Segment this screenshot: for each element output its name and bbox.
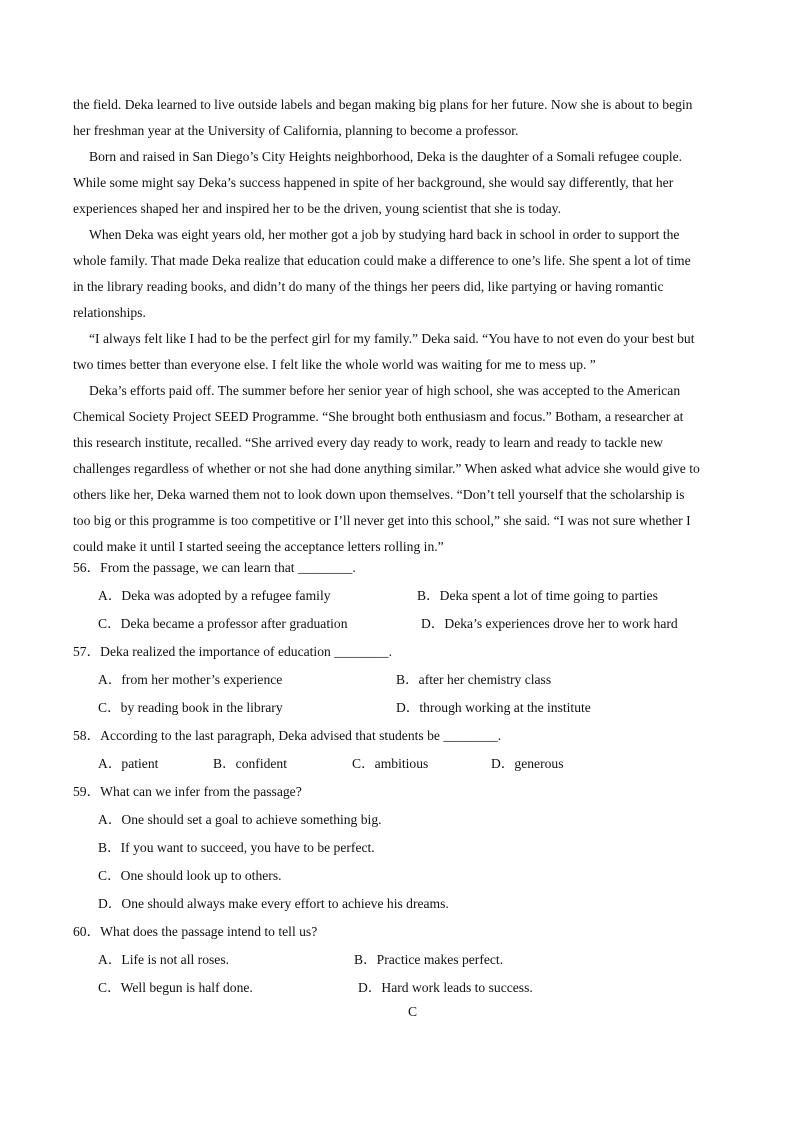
passage-line: While some might say Deka’s success happened in spite of her background, she would say differently, that her — [73, 175, 674, 190]
question-56-stem: 56．From the passage, we can learn that ________. — [73, 560, 356, 575]
passage-paragraph-3 — [73, 222, 733, 326]
footer-letter: C — [408, 1004, 418, 1019]
question-58-option-d: D．generous — [491, 756, 564, 771]
passage-line: When Deka was eight years old, her mother got a job by studying hard back in school in order to support the — [89, 227, 680, 242]
question-57-option-d: D．through working at the institute — [396, 700, 591, 715]
passage-line: two times better than everyone else. I felt like the whole world was waiting for me to mess up. ” — [73, 357, 596, 372]
question-59-option-a: A．One should set a goal to achieve something big. — [98, 812, 382, 827]
passage-line: this research institute, recalled. “She arrived every day ready to work, ready to learn and ready to tackle new — [73, 435, 663, 450]
question-58-stem: 58．According to the last paragraph, Deka advised that students be ________. — [73, 728, 502, 743]
question-56-option-a: A．Deka was adopted by a refugee family — [98, 588, 331, 603]
passage-paragraph-5 — [73, 378, 733, 560]
question-58-option-c: C．ambitious — [352, 756, 429, 771]
passage-line: too big or this programme is too competitive or I’ll never get into this school,” she said. “I was not sure whether I — [73, 513, 691, 528]
question-56-option-c: C．Deka became a professor after graduation — [98, 616, 348, 631]
question-59-stem: 59．What can we infer from the passage? — [73, 784, 302, 799]
question-57-option-b: B．after her chemistry class — [396, 672, 552, 687]
question-57-option-c: C．by reading book in the library — [98, 700, 283, 715]
passage-line: others like her, Deka warned them not to look down upon themselves. “Don’t tell yourself that the scholarship is — [73, 487, 685, 502]
passage-paragraph-4 — [73, 326, 733, 378]
question-59-option-c: C．One should look up to others. — [98, 868, 282, 883]
question-59-option-b: B．If you want to succeed, you have to be perfect. — [98, 840, 375, 855]
question-60-option-a: A．Life is not all roses. — [98, 952, 230, 967]
passage-line: her freshman year at the University of California, planning to become a professor. — [73, 123, 519, 138]
question-58-option-a: A．patient — [98, 756, 159, 771]
passage-line: in the library reading books, and didn’t do many of the things her peers did, like partying or having romantic — [73, 279, 664, 294]
passage-line: challenges regardless of whether or not she had done anything similar.” When asked what advice she would give to — [73, 461, 700, 476]
question-56-option-d: D．Deka’s experiences drove her to work hard — [421, 616, 678, 631]
question-58-option-b: B．confident — [213, 756, 287, 771]
question-57-option-a: A．from her mother’s experience — [98, 672, 283, 687]
passage-line: experiences shaped her and inspired her to be the driven, young scientist that she is today. — [73, 201, 561, 216]
passage-line: Deka’s efforts paid off. The summer before her senior year of high school, she was accepted to the American — [89, 383, 681, 398]
passage-paragraph-1 — [73, 92, 733, 144]
passage-paragraph-2 — [73, 144, 733, 222]
question-59-option-d: D．One should always make every effort to achieve his dreams. — [98, 896, 449, 911]
question-56-option-b: B．Deka spent a lot of time going to parties — [417, 588, 658, 603]
passage-line: whole family. That made Deka realize that education could make a difference to one’s life. She spent a lot of time — [73, 253, 691, 268]
passage-line: Chemical Society Project SEED Programme. “She brought both enthusiasm and focus.” Botham, a researcher at — [73, 409, 684, 424]
passage-line: “I always felt like I had to be the perfect girl for my family.” Deka said. “You have to not even do your best but — [89, 331, 695, 346]
question-60-option-b: B．Practice makes perfect. — [354, 952, 504, 967]
question-57-stem: 57．Deka realized the importance of education ________. — [73, 644, 392, 659]
question-60-option-c: C．Well begun is half done. — [98, 980, 253, 995]
question-60-option-d: D．Hard work leads to success. — [358, 980, 533, 995]
passage-line: could make it until I started seeing the acceptance letters rolling in.” — [73, 539, 444, 554]
passage-line: Born and raised in San Diego’s City Heights neighborhood, Deka is the daughter of a Somali refugee couple. — [89, 149, 683, 164]
question-60-stem: 60．What does the passage intend to tell us? — [73, 924, 318, 939]
passage-line: relationships. — [73, 305, 146, 320]
passage-line: the field. Deka learned to live outside labels and began making big plans for her future. Now she is about to begin — [73, 97, 693, 112]
